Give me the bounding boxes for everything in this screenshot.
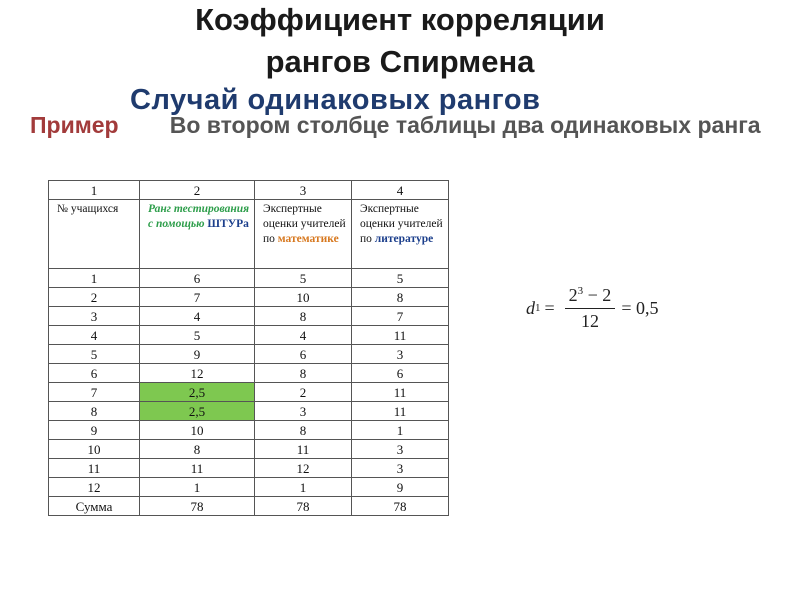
table-cell: 2,5 [140, 402, 255, 421]
formula-result: = 0,5 [621, 297, 659, 318]
formula-num-rest: − 2 [583, 284, 612, 305]
table-cell: 12 [255, 459, 352, 478]
table-cell: 8 [255, 364, 352, 383]
header-lit-highlight: литературе [374, 233, 434, 245]
row-number-cell: 5 [49, 345, 140, 364]
sum-cell: 78 [352, 497, 449, 516]
table-cell: 11 [140, 459, 255, 478]
ranks-table [48, 180, 449, 516]
header-lit-experts [352, 200, 449, 269]
table-row [49, 459, 449, 478]
formula-lhs-var: d [526, 297, 535, 318]
table-cell: 3 [352, 440, 449, 459]
table-row [49, 326, 449, 345]
formula-num-base: 2 [568, 284, 578, 305]
sum-cell: 78 [140, 497, 255, 516]
page-subtitle: Случай одинаковых рангов [130, 84, 541, 116]
sum-label: Сумма [49, 497, 140, 516]
table-body [49, 269, 449, 497]
table-cell: 8 [352, 288, 449, 307]
row-number-cell: 4 [49, 326, 140, 345]
page-title-line1: Коэффициент корреляции [195, 2, 605, 37]
formula-lhs-sub: 1 [535, 302, 541, 314]
row-number-cell: 10 [49, 440, 140, 459]
formula-fraction [565, 285, 616, 332]
table-cell: 10 [255, 288, 352, 307]
row-number-cell: 2 [49, 288, 140, 307]
formula [526, 278, 658, 338]
page-title-line2: рангов Спирмена [265, 44, 535, 79]
table-row [49, 478, 449, 497]
table-row [49, 383, 449, 402]
table-cell: 11 [352, 402, 449, 421]
column-number: 4 [352, 181, 449, 200]
table-cell: 11 [352, 326, 449, 345]
table-cell: 10 [140, 421, 255, 440]
table-cell: 2,5 [140, 383, 255, 402]
table-cell: 1 [352, 421, 449, 440]
table-cell: 2 [255, 383, 352, 402]
table-cell: 6 [140, 269, 255, 288]
column-number: 1 [49, 181, 140, 200]
table-cell: 3 [352, 345, 449, 364]
table-cell: 9 [140, 345, 255, 364]
column-number: 3 [255, 181, 352, 200]
table-cell: 11 [255, 440, 352, 459]
table-row [49, 307, 449, 326]
row-number-cell: 6 [49, 364, 140, 383]
column-number: 2 [140, 181, 255, 200]
table-cell: 5 [255, 269, 352, 288]
row-number-cell: 7 [49, 383, 140, 402]
table-cell: 7 [140, 288, 255, 307]
table-cell: 11 [352, 383, 449, 402]
example-paragraph [30, 108, 766, 142]
table-cell: 7 [352, 307, 449, 326]
formula-numerator [565, 285, 616, 309]
header-math-highlight: математике [277, 233, 339, 245]
sum-cell: 78 [255, 497, 352, 516]
row-number-cell: 8 [49, 402, 140, 421]
table-sum-row [49, 497, 449, 516]
table-column-numbers-row [49, 181, 449, 200]
table-cell: 6 [352, 364, 449, 383]
table-cell: 9 [352, 478, 449, 497]
header-test-rank [140, 200, 255, 269]
header-math-experts [255, 200, 352, 269]
header-test-rank-prefix: Ранг тестирования с помощью [148, 203, 250, 230]
table-cell: 5 [140, 326, 255, 345]
row-number-cell: 3 [49, 307, 140, 326]
table-header-row [49, 200, 449, 269]
example-label: Пример [30, 112, 119, 138]
table-cell: 1 [140, 478, 255, 497]
example-text: Во втором столбце таблицы два одинаковых ранга [169, 112, 761, 138]
table-cell: 4 [255, 326, 352, 345]
table-cell: 8 [255, 307, 352, 326]
formula-num-exp: 3 [577, 284, 584, 297]
table-cell: 5 [352, 269, 449, 288]
table-row [49, 402, 449, 421]
row-number-cell: 11 [49, 459, 140, 478]
table-row [49, 364, 449, 383]
formula-equals: = [544, 297, 555, 318]
header-test-rank-highlight: ШТУРа [207, 218, 249, 230]
table-row [49, 440, 449, 459]
table-cell: 3 [255, 402, 352, 421]
row-number-cell: 12 [49, 478, 140, 497]
table-row [49, 269, 449, 288]
table-cell: 4 [140, 307, 255, 326]
table-row [49, 288, 449, 307]
header-math-prefix: Экспертные оценки учителей по [263, 203, 346, 245]
table-row [49, 421, 449, 440]
header-lit-prefix: Экспертные оценки учителей по [360, 203, 443, 245]
table-cell: 6 [255, 345, 352, 364]
table-row [49, 345, 449, 364]
table-cell: 3 [352, 459, 449, 478]
row-number-cell: 1 [49, 269, 140, 288]
table-cell: 8 [255, 421, 352, 440]
header-students: № учащихся [49, 200, 140, 269]
formula-denominator: 12 [580, 310, 599, 331]
table-cell: 8 [140, 440, 255, 459]
table-cell: 12 [140, 364, 255, 383]
row-number-cell: 9 [49, 421, 140, 440]
table-cell: 1 [255, 478, 352, 497]
